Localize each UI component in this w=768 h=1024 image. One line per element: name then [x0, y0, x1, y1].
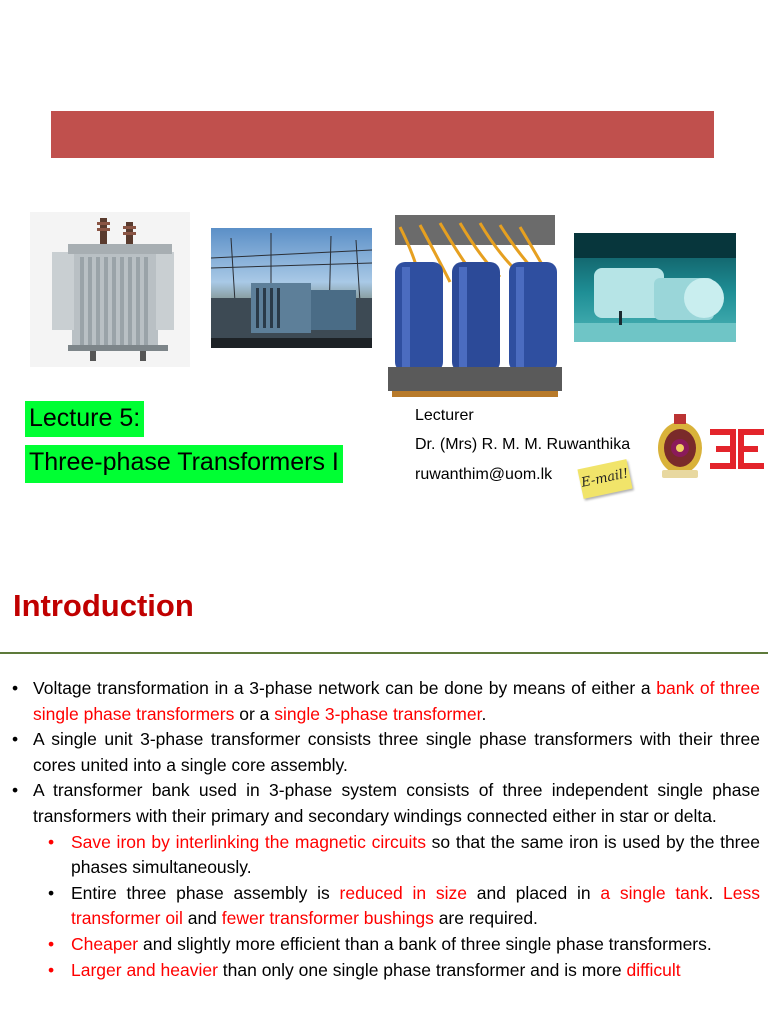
bullet-dot-icon: •: [48, 882, 55, 903]
sub-bullet-item: [10, 830, 760, 881]
text-run: a single tank: [600, 882, 709, 903]
text-run: .: [708, 882, 724, 903]
sub-bullet-item: [10, 881, 760, 932]
bullet-dot-icon: •: [48, 933, 55, 954]
text-run: than only one single phase transformer and is more: [217, 959, 627, 980]
title-divider: [0, 652, 768, 654]
title-bar: [51, 111, 714, 158]
text-run: bank of three single phase transformers: [33, 678, 761, 724]
text-run: and: [182, 908, 222, 929]
bullet-item: [10, 727, 760, 778]
text-run: or a: [234, 703, 275, 724]
lecturer-name: Dr. (Mrs) R. M. M. Ruwanthika: [415, 436, 631, 453]
bullet-item: [10, 676, 760, 727]
substation-transformer-image: [211, 228, 372, 348]
text-run: difficult: [626, 959, 681, 980]
text-run: are required.: [433, 908, 538, 929]
text-run: so that the same iron is used by the three phases simultaneously.: [71, 831, 760, 878]
text-run: Entire three phase assembly is: [71, 882, 340, 903]
lecturer-role: Lecturer: [415, 407, 474, 424]
department-logo-icon: [708, 425, 766, 473]
text-run: Larger and heavier: [71, 959, 218, 980]
text-run: A single unit 3-phase transformer consists three single phase transformers with their three cores united into a single core assembly.: [33, 729, 760, 775]
text-run: Cheaper: [71, 933, 139, 954]
university-crest-icon: [654, 412, 706, 480]
text-run: reduced in size: [339, 882, 468, 903]
lecture-title: Three-phase Transformers I: [25, 445, 343, 483]
text-run: and placed in: [467, 882, 601, 903]
lecturer-email[interactable]: ruwanthim@uom.lk: [415, 466, 553, 483]
bullet-dot-icon: •: [48, 831, 55, 852]
text-run: and slightly more efficient than a bank of three single phase transformers.: [138, 933, 712, 954]
text-run: .: [481, 703, 487, 724]
text-run: Voltage transformation in a 3-phase network can be done by means of either a: [33, 678, 657, 698]
bullet-item: [10, 778, 760, 829]
slide-title: Introduction: [13, 588, 194, 623]
text-run: fewer transformer bushings: [221, 908, 434, 929]
sub-bullet-item: [10, 932, 760, 958]
email-sticker-label: E-mail!: [579, 466, 630, 491]
text-run: single 3-phase transformer: [274, 703, 482, 724]
text-run: Save iron by interlinking the magnetic circuits: [71, 831, 427, 852]
three-phase-core-transformer-image: [380, 207, 570, 401]
slide-body: [10, 676, 760, 983]
power-station-turbine-hall-image: [574, 233, 736, 342]
bullet-dot-icon: •: [48, 959, 55, 980]
email-sticker-icon: [577, 459, 632, 499]
sub-bullet-item: [10, 958, 760, 984]
oil-immersed-transformer-image: [30, 212, 190, 367]
text-run: Less transformer oil: [71, 882, 760, 929]
lecture-number: Lecture 5:: [25, 401, 144, 437]
text-run: A transformer bank used in 3-phase system consists of three independent single phase transformers with their primary and secondary windings connected either in star or delta.: [33, 780, 760, 826]
